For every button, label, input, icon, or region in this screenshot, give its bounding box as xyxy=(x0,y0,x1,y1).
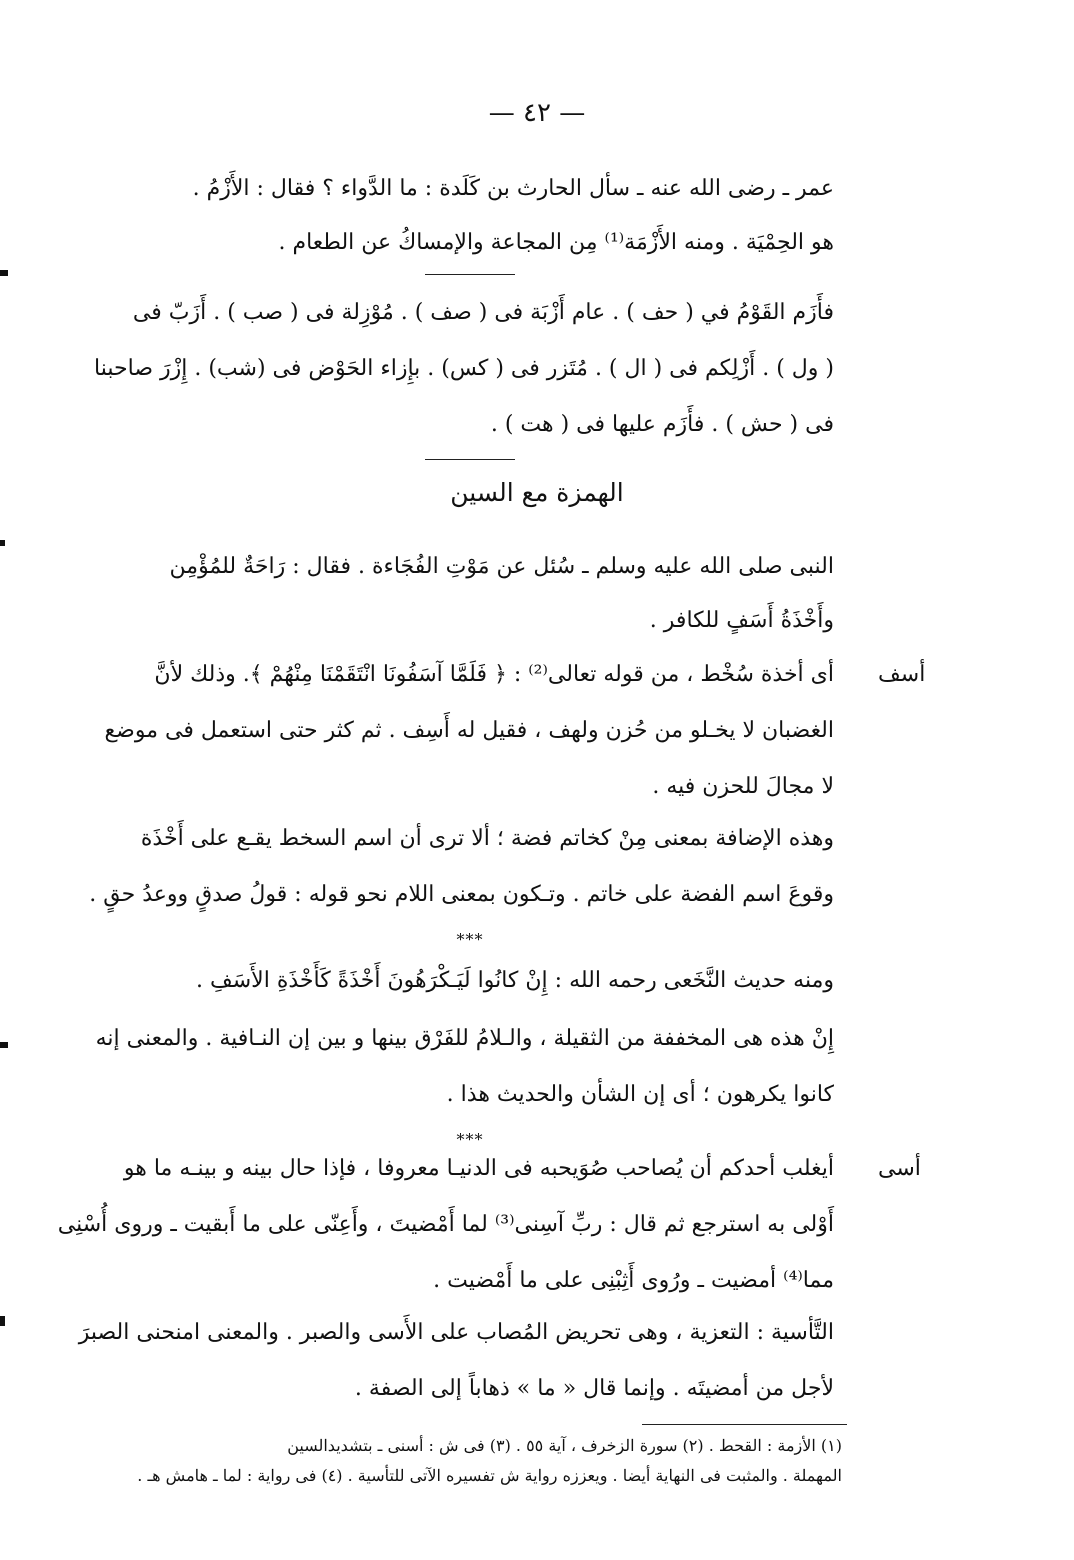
section-stars: *** xyxy=(456,1130,484,1149)
asaf-paragraph xyxy=(104,662,834,812)
text-line: أَوْلى به استرجع ثم قال : ربِّ آسِنى⁽³⁾ لما أَمْضيتَ ، وأَعِنّى على ما أَبقيت ـ وروى أُسْنِى xyxy=(57,1212,834,1237)
text-line: لأجل من أمضيتَه . وإنما قال « ما » ذهاباً إلى الصفة . xyxy=(354,1376,834,1401)
crossref-paragraph xyxy=(94,300,834,450)
intro-paragraph xyxy=(114,176,834,266)
text-line: لا مجالَ للحزن فيه . xyxy=(652,774,834,799)
text-line: ومنه حديث النَّخَعى رحمه الله : إِنْ كانُوا لَيَـكْرَهُونَ أَخْذَةً كَأَخْذَةِ الأَسَفِ . xyxy=(195,968,834,993)
margin-headword: أسف xyxy=(878,662,926,687)
scan-edge-mark xyxy=(0,270,8,276)
hadith-paragraph xyxy=(114,554,834,644)
scan-edge-mark xyxy=(0,540,5,546)
tasiya-paragraph xyxy=(78,1320,834,1415)
text-line: هو الحِمْيَة . ومنه الأَزْمَة⁽¹⁾ مِن المجاعة والإمساكُ عن الطعام . xyxy=(278,230,834,255)
in-explanation-paragraph xyxy=(95,1026,834,1121)
text-line: ( ول ) . أَزْلِكم فى ( ال ) . مُتَزر فى ( كس) . بإِزاء الحَوْض فى (شب) . إِزْرَ صاحبنا xyxy=(94,356,834,381)
section-heading: الهمزة مع السين xyxy=(450,478,624,507)
margin-headword: أسى xyxy=(878,1156,921,1181)
text-line: عمر ـ رضى الله عنه ـ سأل الحارث بن كَلَدة : ما الدَّواء ؟ فقال : الأَزْمُ . xyxy=(192,176,834,201)
text-line: كانوا يكرهون ؛ أى إن الشأن والحديث هذا . xyxy=(446,1082,834,1107)
section-stars: *** xyxy=(456,930,484,949)
text-line: فأَزَم القَوْمُ في ( حف ) . عام أَزْبَة فى ( صف ) . مُوْزِلة فى ( صب ) . أَزَبّ فى xyxy=(132,300,834,325)
asa-paragraph xyxy=(57,1156,834,1306)
nakhai-paragraph xyxy=(114,968,834,1008)
scan-edge-mark xyxy=(0,1316,5,1326)
text-line: إِنْ هذه هى المخففة من الثقيلة ، والـلامُ للفَرْق بينها و بين إن النـافية . والمعنى إنه xyxy=(95,1026,834,1051)
footnote-rule xyxy=(642,1424,847,1425)
footnotes xyxy=(122,1436,842,1496)
text-line: الغضبان لا يخـلو من حُزن ولهف ، فقيل له أَسِف . ثم كثر حتى استعمل فى موضع xyxy=(104,718,834,743)
footnote-line: (١) الأزمة : القحط . (٢) سورة الزخرف ، آية ٥٥ . (٣) فى ش : أسنى ـ بتشديدالسين xyxy=(287,1436,842,1455)
text-line: أى أخذة سُخْط ، من قوله تعالى⁽²⁾ : ﴿ فَلَمَّا آسَفُونَا انْتَقَمْنَا مِنْهُمْ ﴾. وذلك لأنَّ xyxy=(154,662,834,687)
idafa-paragraph xyxy=(89,826,834,921)
footnote-line: المهملة . والمثبت فى النهاية أيضا . ويعززه رواية ش تفسيره الآتى للتأسية . (٤) فى رواية : لما ـ هامش هـ . xyxy=(137,1466,842,1485)
text-line: فى ( حش ) . فأَزَم عليها فى ( هت ) . xyxy=(490,412,834,437)
text-line: وقوعَ اسم الفضة على خاتم . وتـكون بمعنى اللام نحو قوله : قولُ صدقٍ ووعدُ حقٍ . xyxy=(89,882,834,907)
scan-edge-mark xyxy=(0,1042,8,1048)
text-line: وهذه الإضافة بمعنى مِنْ كخاتم فضة ؛ ألا ترى أن اسم السخط يقـع على أَخْذَة xyxy=(140,826,834,851)
separator-rule xyxy=(425,274,515,275)
text-line: مما⁽⁴⁾ أمضيت ـ ورُوى أَثِبْنِى على ما أَمْضيت . xyxy=(433,1268,834,1293)
separator-rule xyxy=(425,459,515,460)
page-number: — ٤٢ — xyxy=(488,98,586,128)
text-line: أيغلب أحدكم أن يُصاحب صُوَيحبه فى الدنيـا معروفا ، فإذا حال بينه و بينـه ما هو xyxy=(123,1156,834,1181)
text-line: النبى صلى الله عليه وسلم ـ سُئل عن مَوْتِ الفُجَاءة . فقال : رَاحَةٌ للمُؤْمِن xyxy=(169,554,834,579)
text-line: التَّأسية : التعزية ، وهى تحريض المُصاب على الأَسى والصبر . والمعنى امنحنى الصبرَ xyxy=(78,1320,834,1345)
text-line: وأَخْذَةُ أَسَفٍ للكافر . xyxy=(649,608,834,633)
